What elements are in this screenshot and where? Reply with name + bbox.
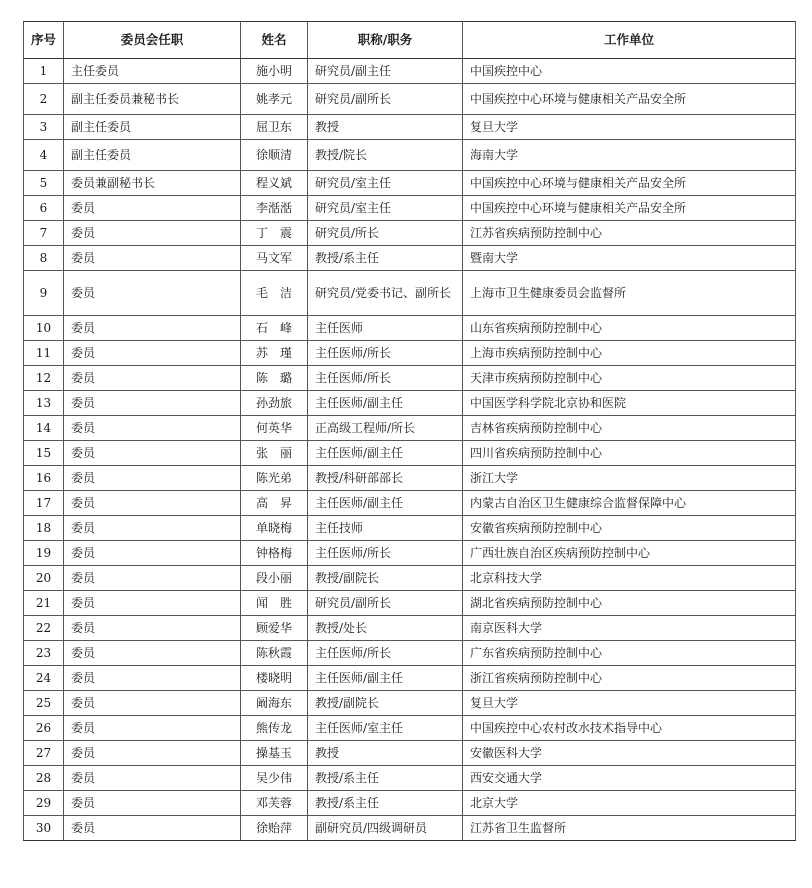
cell-work-unit: 中国疾控中心环境与健康相关产品安全所 [463,171,796,196]
cell-title-position: 主任医师/室主任 [308,716,463,741]
cell-title-position: 教授/处长 [308,616,463,641]
cell-name: 吴少伟 [241,766,308,791]
cell-title-position: 主任医师/副主任 [308,666,463,691]
cell-title-position: 教授 [308,115,463,140]
committee-members-table [23,21,796,841]
cell-work-unit: 上海市卫生健康委员会监督所 [463,271,796,316]
cell-serial-number: 6 [24,196,64,221]
cell-serial-number: 28 [24,766,64,791]
cell-work-unit: 吉林省疾病预防控制中心 [463,416,796,441]
cell-serial-number: 26 [24,716,64,741]
cell-name: 徐贻萍 [241,816,308,841]
cell-committee-role: 委员 [64,566,241,591]
cell-work-unit: 安徽医科大学 [463,741,796,766]
cell-serial-number: 25 [24,691,64,716]
cell-committee-role: 委员 [64,591,241,616]
table-row [24,416,796,441]
cell-committee-role: 副主任委员 [64,140,241,171]
cell-name: 陈 璐 [241,366,308,391]
cell-name: 钟格梅 [241,541,308,566]
cell-name: 楼晓明 [241,666,308,691]
cell-name: 毛 洁 [241,271,308,316]
committee-members-document [23,21,795,841]
cell-work-unit: 广东省疾病预防控制中心 [463,641,796,666]
cell-title-position: 研究员/党委书记、副所长 [308,271,463,316]
table-row [24,196,796,221]
cell-name: 姚孝元 [241,84,308,115]
cell-work-unit: 四川省疾病预防控制中心 [463,441,796,466]
table-row [24,115,796,140]
cell-title-position: 教授/副院长 [308,566,463,591]
cell-serial-number: 19 [24,541,64,566]
table-row [24,84,796,115]
cell-work-unit: 内蒙古自治区卫生健康综合监督保障中心 [463,491,796,516]
cell-name: 施小明 [241,59,308,84]
cell-serial-number: 30 [24,816,64,841]
cell-committee-role: 委员 [64,691,241,716]
cell-title-position: 主任技师 [308,516,463,541]
cell-committee-role: 委员 [64,366,241,391]
cell-serial-number: 21 [24,591,64,616]
table-row [24,666,796,691]
table-row [24,341,796,366]
cell-title-position: 研究员/副所长 [308,591,463,616]
header-name: 姓名 [241,22,308,59]
cell-committee-role: 委员 [64,641,241,666]
cell-work-unit: 湖北省疾病预防控制中心 [463,591,796,616]
cell-committee-role: 委员 [64,791,241,816]
cell-name: 石 峰 [241,316,308,341]
cell-committee-role: 委员 [64,666,241,691]
table-row [24,691,796,716]
cell-serial-number: 20 [24,566,64,591]
cell-title-position: 副研究员/四级调研员 [308,816,463,841]
header-title-position: 职称/职务 [308,22,463,59]
cell-serial-number: 11 [24,341,64,366]
table-header-row [24,22,796,59]
table-row [24,716,796,741]
cell-serial-number: 1 [24,59,64,84]
cell-committee-role: 委员 [64,541,241,566]
cell-work-unit: 北京大学 [463,791,796,816]
cell-serial-number: 2 [24,84,64,115]
cell-serial-number: 27 [24,741,64,766]
cell-name: 阚海东 [241,691,308,716]
cell-work-unit: 中国疾控中心 [463,59,796,84]
cell-committee-role: 委员 [64,441,241,466]
cell-title-position: 教授/系主任 [308,246,463,271]
cell-serial-number: 14 [24,416,64,441]
table-row [24,271,796,316]
cell-name: 孙劲旅 [241,391,308,416]
cell-serial-number: 3 [24,115,64,140]
table-row [24,791,796,816]
cell-name: 丁 震 [241,221,308,246]
cell-committee-role: 副主任委员 [64,115,241,140]
cell-name: 马文军 [241,246,308,271]
cell-committee-role: 委员 [64,391,241,416]
cell-title-position: 主任医师 [308,316,463,341]
cell-serial-number: 18 [24,516,64,541]
cell-work-unit: 安徽省疾病预防控制中心 [463,516,796,541]
header-committee-role: 委员会任职 [64,22,241,59]
cell-name: 邓芙蓉 [241,791,308,816]
table-row [24,491,796,516]
cell-work-unit: 复旦大学 [463,115,796,140]
cell-committee-role: 委员兼副秘书长 [64,171,241,196]
cell-title-position: 主任医师/副主任 [308,441,463,466]
cell-committee-role: 主任委员 [64,59,241,84]
cell-serial-number: 23 [24,641,64,666]
cell-work-unit: 北京科技大学 [463,566,796,591]
cell-committee-role: 委员 [64,716,241,741]
cell-name: 高 昇 [241,491,308,516]
cell-title-position: 研究员/副主任 [308,59,463,84]
cell-name: 陈光弟 [241,466,308,491]
cell-name: 段小丽 [241,566,308,591]
cell-title-position: 研究员/室主任 [308,171,463,196]
table-row [24,171,796,196]
cell-serial-number: 17 [24,491,64,516]
table-row [24,59,796,84]
cell-title-position: 主任医师/所长 [308,541,463,566]
table-row [24,816,796,841]
cell-work-unit: 浙江省疾病预防控制中心 [463,666,796,691]
cell-committee-role: 委员 [64,271,241,316]
cell-committee-role: 委员 [64,416,241,441]
table-row [24,366,796,391]
cell-committee-role: 委员 [64,196,241,221]
cell-work-unit: 中国疾控中心农村改水技术指导中心 [463,716,796,741]
cell-serial-number: 10 [24,316,64,341]
cell-serial-number: 9 [24,271,64,316]
cell-committee-role: 委员 [64,221,241,246]
cell-name: 顾爱华 [241,616,308,641]
cell-committee-role: 委员 [64,466,241,491]
cell-name: 闻 胜 [241,591,308,616]
cell-serial-number: 7 [24,221,64,246]
cell-title-position: 教授/系主任 [308,766,463,791]
table-row [24,140,796,171]
cell-work-unit: 西安交通大学 [463,766,796,791]
cell-work-unit: 浙江大学 [463,466,796,491]
cell-work-unit: 中国医学科学院北京协和医院 [463,391,796,416]
header-work-unit: 工作单位 [463,22,796,59]
cell-work-unit: 南京医科大学 [463,616,796,641]
table-row [24,566,796,591]
cell-work-unit: 江苏省卫生监督所 [463,816,796,841]
cell-work-unit: 广西壮族自治区疾病预防控制中心 [463,541,796,566]
cell-work-unit: 中国疾控中心环境与健康相关产品安全所 [463,84,796,115]
cell-work-unit: 天津市疾病预防控制中心 [463,366,796,391]
table-row [24,246,796,271]
cell-title-position: 主任医师/副主任 [308,491,463,516]
header-serial-number: 序号 [24,22,64,59]
cell-committee-role: 委员 [64,616,241,641]
cell-title-position: 教授/院长 [308,140,463,171]
cell-serial-number: 22 [24,616,64,641]
cell-name: 屈卫东 [241,115,308,140]
cell-name: 张 丽 [241,441,308,466]
cell-name: 苏 瑾 [241,341,308,366]
cell-committee-role: 委员 [64,316,241,341]
cell-title-position: 研究员/室主任 [308,196,463,221]
cell-name: 熊传龙 [241,716,308,741]
cell-committee-role: 委员 [64,816,241,841]
cell-title-position: 主任医师/副主任 [308,391,463,416]
cell-title-position: 教授/系主任 [308,791,463,816]
cell-title-position: 教授/副院长 [308,691,463,716]
cell-work-unit: 山东省疾病预防控制中心 [463,316,796,341]
cell-serial-number: 8 [24,246,64,271]
table-row [24,516,796,541]
cell-committee-role: 副主任委员兼秘书长 [64,84,241,115]
cell-committee-role: 委员 [64,341,241,366]
cell-work-unit: 海南大学 [463,140,796,171]
cell-serial-number: 15 [24,441,64,466]
cell-title-position: 研究员/副所长 [308,84,463,115]
cell-title-position: 研究员/所长 [308,221,463,246]
cell-title-position: 正高级工程师/所长 [308,416,463,441]
table-body [24,59,796,841]
cell-name: 陈秋霞 [241,641,308,666]
table-row [24,741,796,766]
cell-committee-role: 委员 [64,246,241,271]
cell-work-unit: 复旦大学 [463,691,796,716]
table-row [24,466,796,491]
cell-title-position: 主任医师/所长 [308,341,463,366]
cell-name: 徐顺清 [241,140,308,171]
table-row [24,541,796,566]
cell-committee-role: 委员 [64,491,241,516]
cell-serial-number: 24 [24,666,64,691]
cell-serial-number: 4 [24,140,64,171]
table-row [24,221,796,246]
cell-name: 何英华 [241,416,308,441]
cell-work-unit: 江苏省疾病预防控制中心 [463,221,796,246]
cell-name: 单晓梅 [241,516,308,541]
cell-committee-role: 委员 [64,516,241,541]
cell-name: 操基玉 [241,741,308,766]
cell-serial-number: 29 [24,791,64,816]
cell-title-position: 教授/科研部部长 [308,466,463,491]
table-row [24,641,796,666]
table-row [24,391,796,416]
cell-serial-number: 12 [24,366,64,391]
cell-serial-number: 13 [24,391,64,416]
cell-work-unit: 上海市疾病预防控制中心 [463,341,796,366]
table-row [24,441,796,466]
cell-work-unit: 中国疾控中心环境与健康相关产品安全所 [463,196,796,221]
cell-title-position: 主任医师/所长 [308,641,463,666]
table-row [24,616,796,641]
cell-title-position: 主任医师/所长 [308,366,463,391]
table-row [24,316,796,341]
cell-serial-number: 16 [24,466,64,491]
cell-name: 李湉湉 [241,196,308,221]
cell-committee-role: 委员 [64,766,241,791]
table-row [24,766,796,791]
cell-serial-number: 5 [24,171,64,196]
cell-title-position: 教授 [308,741,463,766]
table-row [24,591,796,616]
cell-work-unit: 暨南大学 [463,246,796,271]
cell-committee-role: 委员 [64,741,241,766]
cell-name: 程义斌 [241,171,308,196]
